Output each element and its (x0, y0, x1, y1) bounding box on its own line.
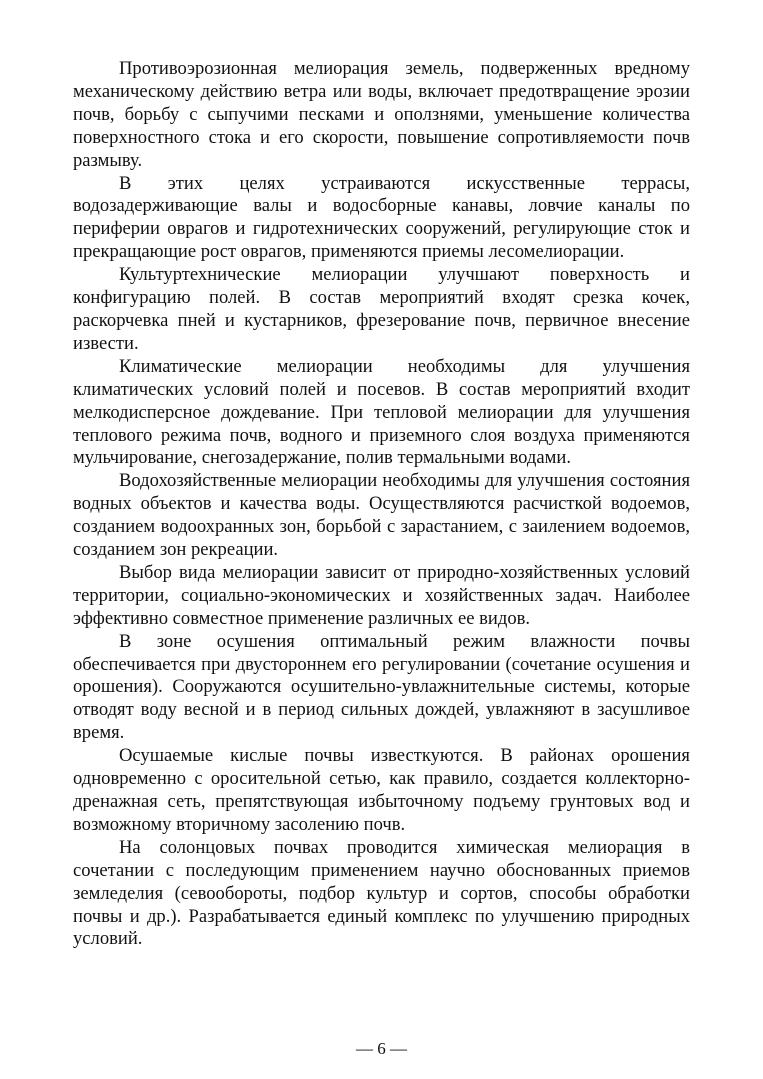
paragraph-solonetz-soils: На солонцовых почвах проводится химическая мелиорация в сочетании с последующим применением научно обоснованных приемов земледелия (севообороты, подбор культур и сортов, способы обработки почвы и др.). Разрабатывается единый комплекс по улучшению природных условий. (73, 836, 690, 950)
paragraph-drainage-zone: В зоне осушения оптимальный режим влажности почвы обеспечивается при двустороннем его регулировании (сочетание осушения и орошения). Сооружаются осушительно-увлажнительные системы, которые отводят воду весной и в период сильных дождей, увлажняют в засушливое время. (73, 630, 690, 744)
page-number: — 6 — (356, 1039, 407, 1058)
paragraph-acidic-soils: Осушаемые кислые почвы известкуются. В районах орошения одновременно с оросительной сетью, как правило, создается коллекторно-дренажная сеть, препятствующая избыточному подъему грунтовых вод и возможному вторичному засолению почв. (73, 745, 690, 835)
paragraph-cultural-technical: Культуртехнические мелиорации улучшают поверхность и конфигурацию полей. В состав мероприятий входят срезка кочек, раскорчевка пней и кустарников, фрезерование почв, первичное внесение извести. (73, 264, 690, 354)
page-body (73, 58, 690, 951)
paragraph-erosion-control: Противоэрозионная мелиорация земель, подверженных вредному механическому действию ветра или воды, включает предотвращение эрозии почв, борьбу с сыпучими песками и оползнями, уменьшение количества поверхностного стока и его скорости, повышение сопротивляемости почв размыву. (73, 58, 690, 171)
paragraph-choice-of-melioration: Выбор вида мелиорации зависит от природно-хозяйственных условий территории, социально-экономических и хозяйственных задач. Наиболее эффективно совместное применение различных ее видов. (73, 561, 690, 629)
paragraph-climatic: Климатические мелиорации необходимы для улучшения климатических условий полей и посевов. В состав мероприятий входит мелкодисперсное дождевание. При тепловой мелиорации для улучшения теплового режима почв, водного и приземного слоя воздуха применяются мульчирование, снегозадержание, полив термальными водами. (73, 355, 690, 469)
paragraph-terraces: В этих целях устраиваются искусственные террасы, водозадерживающие валы и водосборные канавы, ловчие каналы по периферии оврагов и гидротехнических сооружений, регулирующие сток и прекращающие рост оврагов, применяются приемы лесомелиорации. (73, 172, 690, 263)
paragraph-water-management: Водохозяйственные мелиорации необходимы для улучшения состояния водных объектов и качества воды. Осуществляются расчисткой водоемов, созданием водоохранных зон, борьбой с зарастанием, с заилением водоемов, созданием зон рекреации. (73, 470, 690, 561)
